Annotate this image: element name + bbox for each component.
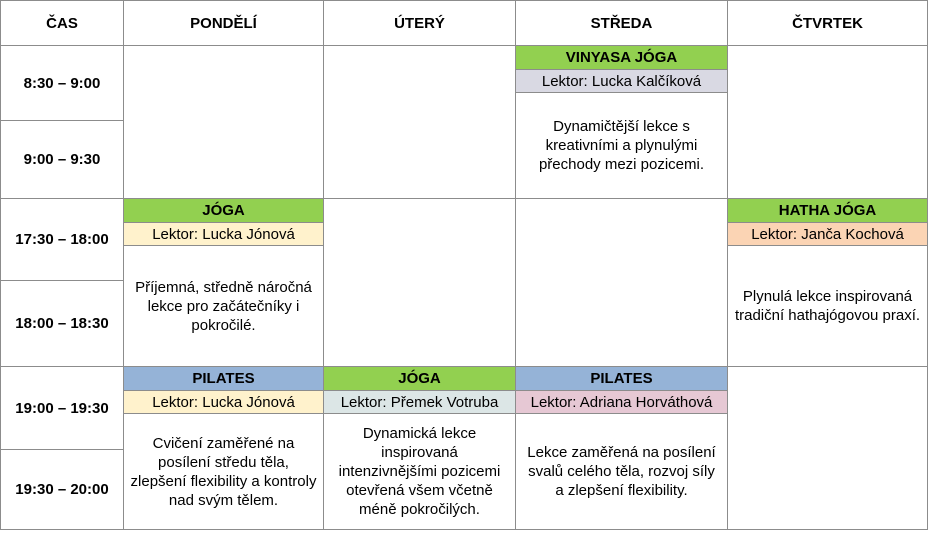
class-lector: Lektor: Lucka Jónová	[124, 223, 323, 246]
empty-slot	[727, 366, 928, 530]
class-title: JÓGA	[324, 367, 515, 391]
class-description-text: Dynamická lekce inspirovaná intenzivnějšími pozicemi otevřená všem včetně méně pokročilých.	[338, 425, 501, 518]
header-time	[0, 0, 124, 46]
header-time-label: ČAS	[46, 14, 78, 32]
empty-slot	[727, 45, 928, 199]
class-lector: Lektor: Lucka Kalčíková	[516, 70, 727, 93]
class-block	[123, 198, 324, 367]
class-title: HATHA JÓGA	[728, 199, 927, 223]
empty-slot	[123, 45, 324, 199]
class-description-text: Lekce zaměřená na posílení svalů celého těla, rozvoj síly a zlepšení flexibility.	[527, 444, 716, 499]
class-block	[123, 366, 324, 530]
empty-slot	[323, 45, 516, 199]
time-label: 19:30 – 20:00	[15, 481, 109, 498]
header-thursday-label: ČTVRTEK	[792, 14, 863, 32]
time-slot	[0, 449, 124, 530]
class-description	[516, 414, 727, 529]
class-description	[324, 414, 515, 529]
header-tuesday	[323, 0, 516, 46]
time-label: 18:00 – 18:30	[15, 315, 109, 332]
class-title: PILATES	[516, 367, 727, 391]
header-tuesday-label: ÚTERÝ	[394, 14, 445, 32]
header-monday	[123, 0, 324, 46]
class-lector: Lektor: Přemek Votruba	[324, 391, 515, 414]
class-description	[728, 246, 927, 366]
time-label: 19:00 – 19:30	[15, 399, 109, 417]
time-slot	[0, 120, 124, 199]
class-description-text: Dynamičtější lekce s kreativními a plynulými přechody mezi pozicemi.	[538, 118, 705, 173]
time-slot	[0, 280, 124, 367]
class-lector: Lektor: Lucka Jónová	[124, 391, 323, 414]
time-slot	[0, 366, 124, 450]
header-wednesday	[515, 0, 728, 46]
time-label: 9:00 – 9:30	[23, 151, 101, 168]
class-description	[124, 246, 323, 366]
class-block	[727, 198, 928, 367]
time-slot	[0, 45, 124, 121]
class-title: JÓGA	[124, 199, 323, 223]
empty-slot	[515, 198, 728, 367]
class-title: VINYASA JÓGA	[516, 46, 727, 70]
header-wednesday-label: STŘEDA	[590, 14, 653, 32]
header-monday-label: PONDĚLÍ	[190, 14, 257, 32]
class-description-text: Cvičení zaměřené na posílení středu těla, zlepšení flexibility a kontroly nad svým tělem.	[130, 434, 317, 509]
time-label: 8:30 – 9:00	[23, 74, 101, 92]
empty-slot	[323, 198, 516, 367]
class-title: PILATES	[124, 367, 323, 391]
class-lector: Lektor: Adriana Horváthová	[516, 391, 727, 414]
class-description-text: Plynulá lekce inspirovaná tradiční hathajógovou praxí.	[734, 288, 921, 324]
class-block	[323, 366, 516, 530]
header-thursday	[727, 0, 928, 46]
class-description	[516, 93, 727, 198]
class-block	[515, 366, 728, 530]
time-slot	[0, 198, 124, 281]
class-description-text: Příjemná, středně náročná lekce pro začátečníky i pokročilé.	[135, 278, 312, 334]
class-lector: Lektor: Janča Kochová	[728, 223, 927, 246]
time-label: 17:30 – 18:00	[15, 231, 109, 248]
class-description	[124, 414, 323, 529]
class-block	[515, 45, 728, 199]
